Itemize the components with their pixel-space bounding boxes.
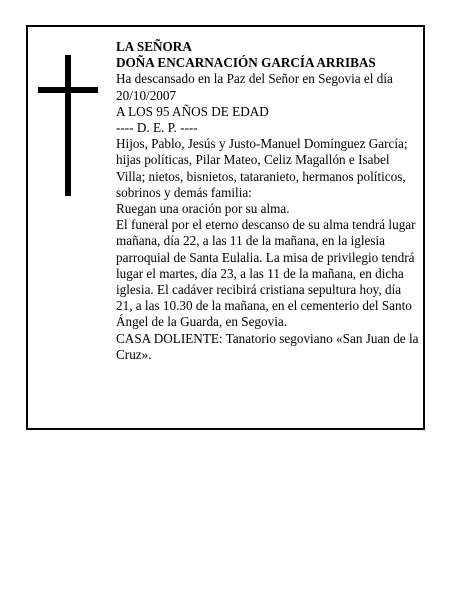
latin-cross-icon: [38, 55, 98, 196]
deceased-name: DOÑA ENCARNACIÓN GARCÍA ARRIBAS: [116, 55, 376, 71]
rested-line: Ha descansado en la Paz del Señor en Segovia el día 20/10/2007: [116, 71, 393, 103]
notice-title-line1: LA SEÑORA: [116, 39, 192, 54]
rip-line: ---- D. E. P. ----: [116, 120, 198, 136]
house-line: CASA DOLIENTE: Tanatorio segoviano «San Juan de la Cruz».: [116, 330, 419, 362]
funeral-paragraph: El funeral por el eterno descanso de su alma tendrá lugar mañana, día 22, a las 11 de la mañana, en la iglesia parroquial de Santa Eulalia. La misa de privilegio tendrá lugar el martes, día 23, a las 11 de la mañana, en dicha iglesia. El cadáver recibirá cristiana sepultura hoy, día 21, a las 10.30 de la mañana, en el cementerio del Santo Ángel de la Guarda, en Segovia.: [116, 217, 416, 330]
age-line: A LOS 95 AÑOS DE EDAD: [116, 103, 269, 119]
cross-horizontal-bar: [38, 87, 98, 93]
cross-vertical-bar: [65, 55, 71, 196]
obituary-text: [116, 39, 420, 363]
prayer-line: Ruegan una oración por su alma.: [116, 201, 290, 217]
family-line: Hijos, Pablo, Jesús y Justo-Manuel Domínguez García; hijas políticas, Pilar Mateo, Celiz Magallón e Isabel Villa; nietos, bisnietos, tataranieto, hermanos políticos, sobrinos y demás familia:: [116, 136, 408, 200]
